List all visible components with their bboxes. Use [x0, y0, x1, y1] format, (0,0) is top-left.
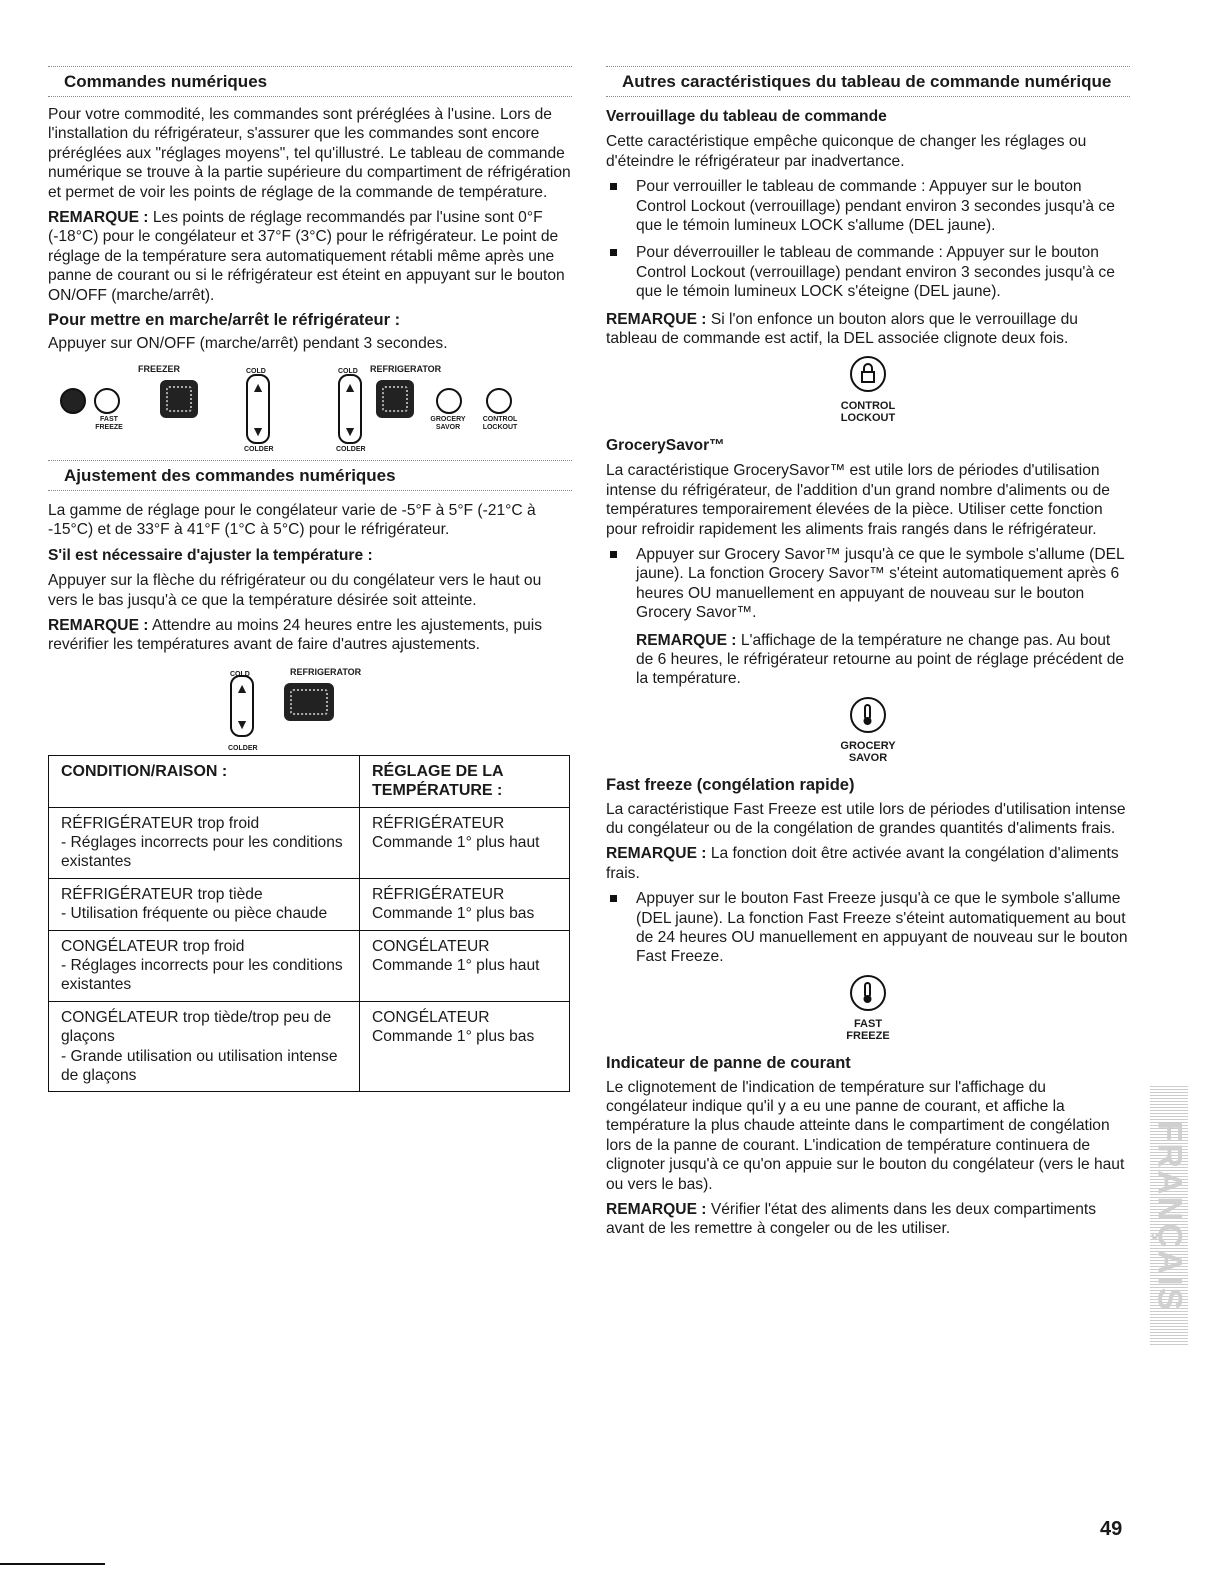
table-cell — [360, 878, 570, 930]
table-cell — [360, 1001, 570, 1092]
fast-freeze-label: FAST FREEZE — [95, 415, 123, 431]
adjustment-table — [48, 755, 570, 1093]
note-text: Attendre au moins 24 heures entre les ajustements, puis revérifier les températures avant de faire d'autres ajustements. — [48, 616, 543, 654]
setting-action: Commande 1° plus bas — [372, 1028, 535, 1046]
table-header-row — [49, 755, 570, 807]
note-fast-freeze — [606, 844, 1130, 883]
refrigerator-display-icon — [284, 683, 334, 721]
refrigerator-label: REFRIGERATOR — [370, 363, 442, 374]
cold-label-freezer: COLD — [246, 367, 266, 375]
note-label: REMARQUE : — [48, 616, 149, 634]
control-lockout-button-icon — [486, 388, 512, 414]
setting-action: Commande 1° plus haut — [372, 956, 540, 974]
grocery-savor-button-icon — [436, 388, 462, 414]
setting-compartment: RÉFRIGÉRATEUR — [372, 885, 505, 903]
note-label: REMARQUE : — [606, 1201, 707, 1219]
note-text: L'affichage de la température ne change pas. Au bout de 6 heures, le réfrigérateur retourne au point de réglage précédent de la température. — [636, 631, 1125, 688]
note-power-failure — [606, 1200, 1130, 1239]
refrigerator-arrows-icon: ▲ ▼ — [338, 374, 362, 444]
fast-freeze-button-icon — [94, 388, 120, 414]
fast-freeze-caption — [606, 1018, 1130, 1042]
colder-label-refrigerator: COLDER — [336, 445, 366, 453]
note-label: REMARQUE : — [48, 209, 149, 227]
fast-freeze-figure — [606, 975, 1130, 1042]
freezer-label: FREEZER — [138, 363, 181, 374]
on-off-instruction: Appuyer sur ON/OFF (marche/arrêt) pendant 3 secondes. — [48, 335, 448, 353]
page-number: 49 — [1100, 1518, 1123, 1540]
table-row — [49, 878, 570, 930]
caption-line: CONTROL — [840, 399, 896, 412]
freezer-display-icon — [160, 380, 198, 418]
setting-action: Commande 1° plus haut — [372, 833, 540, 851]
table-cell — [49, 1001, 360, 1092]
condition-reason: - Réglages incorrects pour les conditions existantes — [61, 956, 343, 994]
list-item: Appuyer sur Grocery Savor™ jusqu'à ce que le symbole s'allume (DEL jaune). La fonction Grocery Savor™ s'éteint automatiquement après 6 heures OU manuellement en appuyant de nouveau sur le bouton Grocery Savor™. — [606, 545, 1130, 623]
setting-compartment: CONGÉLATEUR — [372, 937, 490, 955]
subheading-grocery-savor: GrocerySavor™ — [606, 436, 725, 454]
setting-compartment: RÉFRIGÉRATEUR — [372, 814, 505, 832]
cold-label: COLD — [230, 670, 250, 678]
note-label: REMARQUE : — [606, 845, 707, 863]
footer-rule — [0, 1563, 105, 1565]
section-title-other-features: Autres caractéristiques du tableau de commande numérique — [606, 66, 1130, 97]
table-row — [49, 930, 570, 1001]
lock-list — [606, 177, 1130, 301]
caption-line: LOCKOUT — [840, 411, 896, 424]
caption-line: FREEZE — [846, 1030, 890, 1043]
condition-reason: - Réglages incorrects pour les conditions existantes — [61, 833, 343, 871]
refrigerator-arrows-icon: ▲ ▼ — [230, 675, 254, 737]
on-off-button-icon — [60, 388, 86, 414]
note-factory-settings — [48, 208, 572, 305]
subheading-adjust: S'il est nécessaire d'ajuster la température : — [48, 546, 373, 564]
condition-title: RÉFRIGÉRATEUR trop tiède — [61, 885, 263, 903]
condition-reason: - Grande utilisation ou utilisation intense de glaçons — [61, 1047, 338, 1084]
note-label: REMARQUE : — [606, 310, 707, 328]
lock-icon — [850, 356, 886, 392]
table-header-condition: CONDITION/RAISON : — [49, 755, 360, 807]
table-cell — [49, 878, 360, 930]
condition-title: CONGÉLATEUR trop tiède/trop peu de glaçons — [61, 1008, 332, 1046]
caption-line: FAST — [853, 1018, 883, 1031]
table-cell — [360, 930, 570, 1001]
right-column — [606, 66, 1130, 1245]
refrigerator-label: REFRIGERATOR — [290, 666, 362, 677]
note-text: Si l'on enfonce un bouton alors que le verrouillage du tableau de commande est actif, la DEL associée clignote deux fois. — [606, 310, 1078, 348]
fast-freeze-paragraph: La caractéristique Fast Freeze est utile lors de périodes d'utilisation intense du congélateur ou de la congélation de grandes quantités d'aliments frais. — [606, 800, 1126, 837]
table-row — [49, 1001, 570, 1092]
caption-line: SAVOR — [848, 752, 888, 765]
adjust-instruction: Appuyer sur la flèche du réfrigérateur ou du congélateur vers le haut ou vers le bas jusqu'à ce que la température désirée soit atteinte. — [48, 572, 542, 609]
freezer-arrows-icon: ▲ ▼ — [246, 374, 270, 444]
refrigerator-panel-illustration — [48, 661, 572, 752]
note-grocery-savor — [606, 631, 1130, 689]
table-cell — [49, 930, 360, 1001]
setting-action: Commande 1° plus bas — [372, 905, 535, 923]
refrigerator-display-icon — [376, 380, 414, 418]
table-cell — [49, 807, 360, 878]
list-item: Pour déverrouiller le tableau de commande : Appuyer sur le bouton Control Lockout (verrouillage) pendant environ 3 secondes jusqu'à ce que le témoin lumineux LOCK s'éteigne (DEL jaune). — [606, 243, 1130, 301]
language-side-tab — [1150, 1085, 1188, 1345]
caption-line: GROCERY — [840, 740, 896, 753]
left-column — [48, 66, 572, 1092]
intro-paragraph: Pour votre commodité, les commandes sont préréglées à l'usine. Lors de l'installation du réfrigérateur, s'assurer que les commandes sont encore préréglées aux "réglages moyens", tel qu'illustré. Le tableau de commande numérique se trouve à la partie supérieure du compartiment de réfrigération et permet de voir les points de réglage de la commande de température. — [48, 106, 571, 201]
language-label: FRANÇAIS — [1150, 1120, 1189, 1313]
grocery-savor-caption — [606, 740, 1130, 764]
setting-compartment: CONGÉLATEUR — [372, 1008, 490, 1026]
colder-label: COLDER — [228, 744, 258, 752]
control-lockout-label: CONTROL LOCKOUT — [482, 415, 518, 431]
control-panel-illustration — [48, 360, 572, 453]
power-failure-paragraph: Le clignotement de l'indication de température sur l'affichage du congélateur indique qu'il y a eu une panne de courant, et affiche la température la plus chaude atteinte dans le compartiment de congélation lors de la panne de courant. L'indication de température continuera de clignoter jusqu'à ce qu'on appuie sur le bouton du congélateur (vers le haut ou vers le bas). — [606, 1078, 1125, 1193]
lock-paragraph: Cette caractéristique empêche quiconque de changer les réglages ou d'éteindre le réfrigérateur par inadvertance. — [606, 133, 1087, 170]
fast-freeze-list — [606, 889, 1130, 967]
range-paragraph: La gamme de réglage pour le congélateur varie de -5°F à 5°F (-21°C à -15°C) et de 33°F à 41°F (1°C à 5°C) pour le réfrigérateur. — [48, 501, 536, 539]
table-header-setting: RÉGLAGE DE LA TEMPÉRATURE : — [360, 755, 570, 807]
grocery-savor-figure — [606, 697, 1130, 764]
table-cell — [360, 807, 570, 878]
condition-reason: - Utilisation fréquente ou pièce chaude — [61, 905, 328, 923]
control-lockout-figure — [606, 356, 1130, 423]
control-lockout-caption — [606, 400, 1130, 424]
subheading-on-off: Pour mettre en marche/arrêt le réfrigérateur : — [48, 311, 401, 330]
note-text: Vérifier l'état des aliments dans les deux compartiments avant de les remettre à congeler ou de les utiliser. — [606, 1201, 1097, 1238]
section-title-digital-controls: Commandes numériques — [48, 66, 572, 97]
note-label: REMARQUE : — [636, 631, 737, 649]
condition-title: CONGÉLATEUR trop froid — [61, 937, 245, 955]
colder-label-freezer: COLDER — [244, 445, 274, 453]
note-lock — [606, 310, 1130, 349]
grocery-savor-paragraph: La caractéristique GrocerySavor™ est utile lors de périodes d'utilisation intense du réfrigérateur, de l'addition d'un grand nombre d'aliments ou de températures temporairement élevées de la pièce. Utiliser cette fonction pour refroidir rapidement les aliments frais rangés dans le réfrigérateur. — [606, 462, 1110, 538]
thermometer-icon — [850, 697, 886, 733]
note-text: Les points de réglage recommandés par l'usine sont 0°F (-18°C) pour le congélateur et 37°F (3°C) pour le réfrigérateur. Le point de réglage de la température sera automatiquement rétabli même après une panne de courant ou si le réfrigérateur est éteint en appuyant sur le bouton ON/OFF (marche/arrêt). — [48, 209, 565, 304]
subheading-power-failure: Indicateur de panne de courant — [606, 1054, 851, 1073]
list-item: Appuyer sur le bouton Fast Freeze jusqu'à ce que le symbole s'allume (DEL jaune). La fonction Fast Freeze s'éteint automatiquement au bout de 24 heures OU manuellement en appuyant de nouveau sur le bouton Fast Freeze. — [606, 889, 1130, 967]
snowflake-thermometer-icon — [850, 975, 886, 1011]
condition-title: RÉFRIGÉRATEUR trop froid — [61, 814, 260, 832]
list-item: Pour verrouiller le tableau de commande : Appuyer sur le bouton Control Lockout (verrouillage) pendant environ 3 secondes jusqu'à ce que le témoin lumineux LOCK s'allume (DEL jaune). — [606, 177, 1130, 235]
note-wait — [48, 616, 572, 655]
table-row — [49, 807, 570, 878]
subheading-control-lock: Verrouillage du tableau de commande — [606, 108, 887, 125]
note-text: La fonction doit être activée avant la congélation d'aliments frais. — [606, 845, 1119, 882]
subheading-fast-freeze: Fast freeze (congélation rapide) — [606, 776, 855, 795]
section-title-adjusting-controls: Ajustement des commandes numériques — [48, 460, 572, 491]
grocery-savor-list — [606, 545, 1130, 623]
grocery-savor-label: GROCERY SAVOR — [430, 415, 466, 431]
cold-label-refrigerator: COLD — [338, 367, 358, 375]
